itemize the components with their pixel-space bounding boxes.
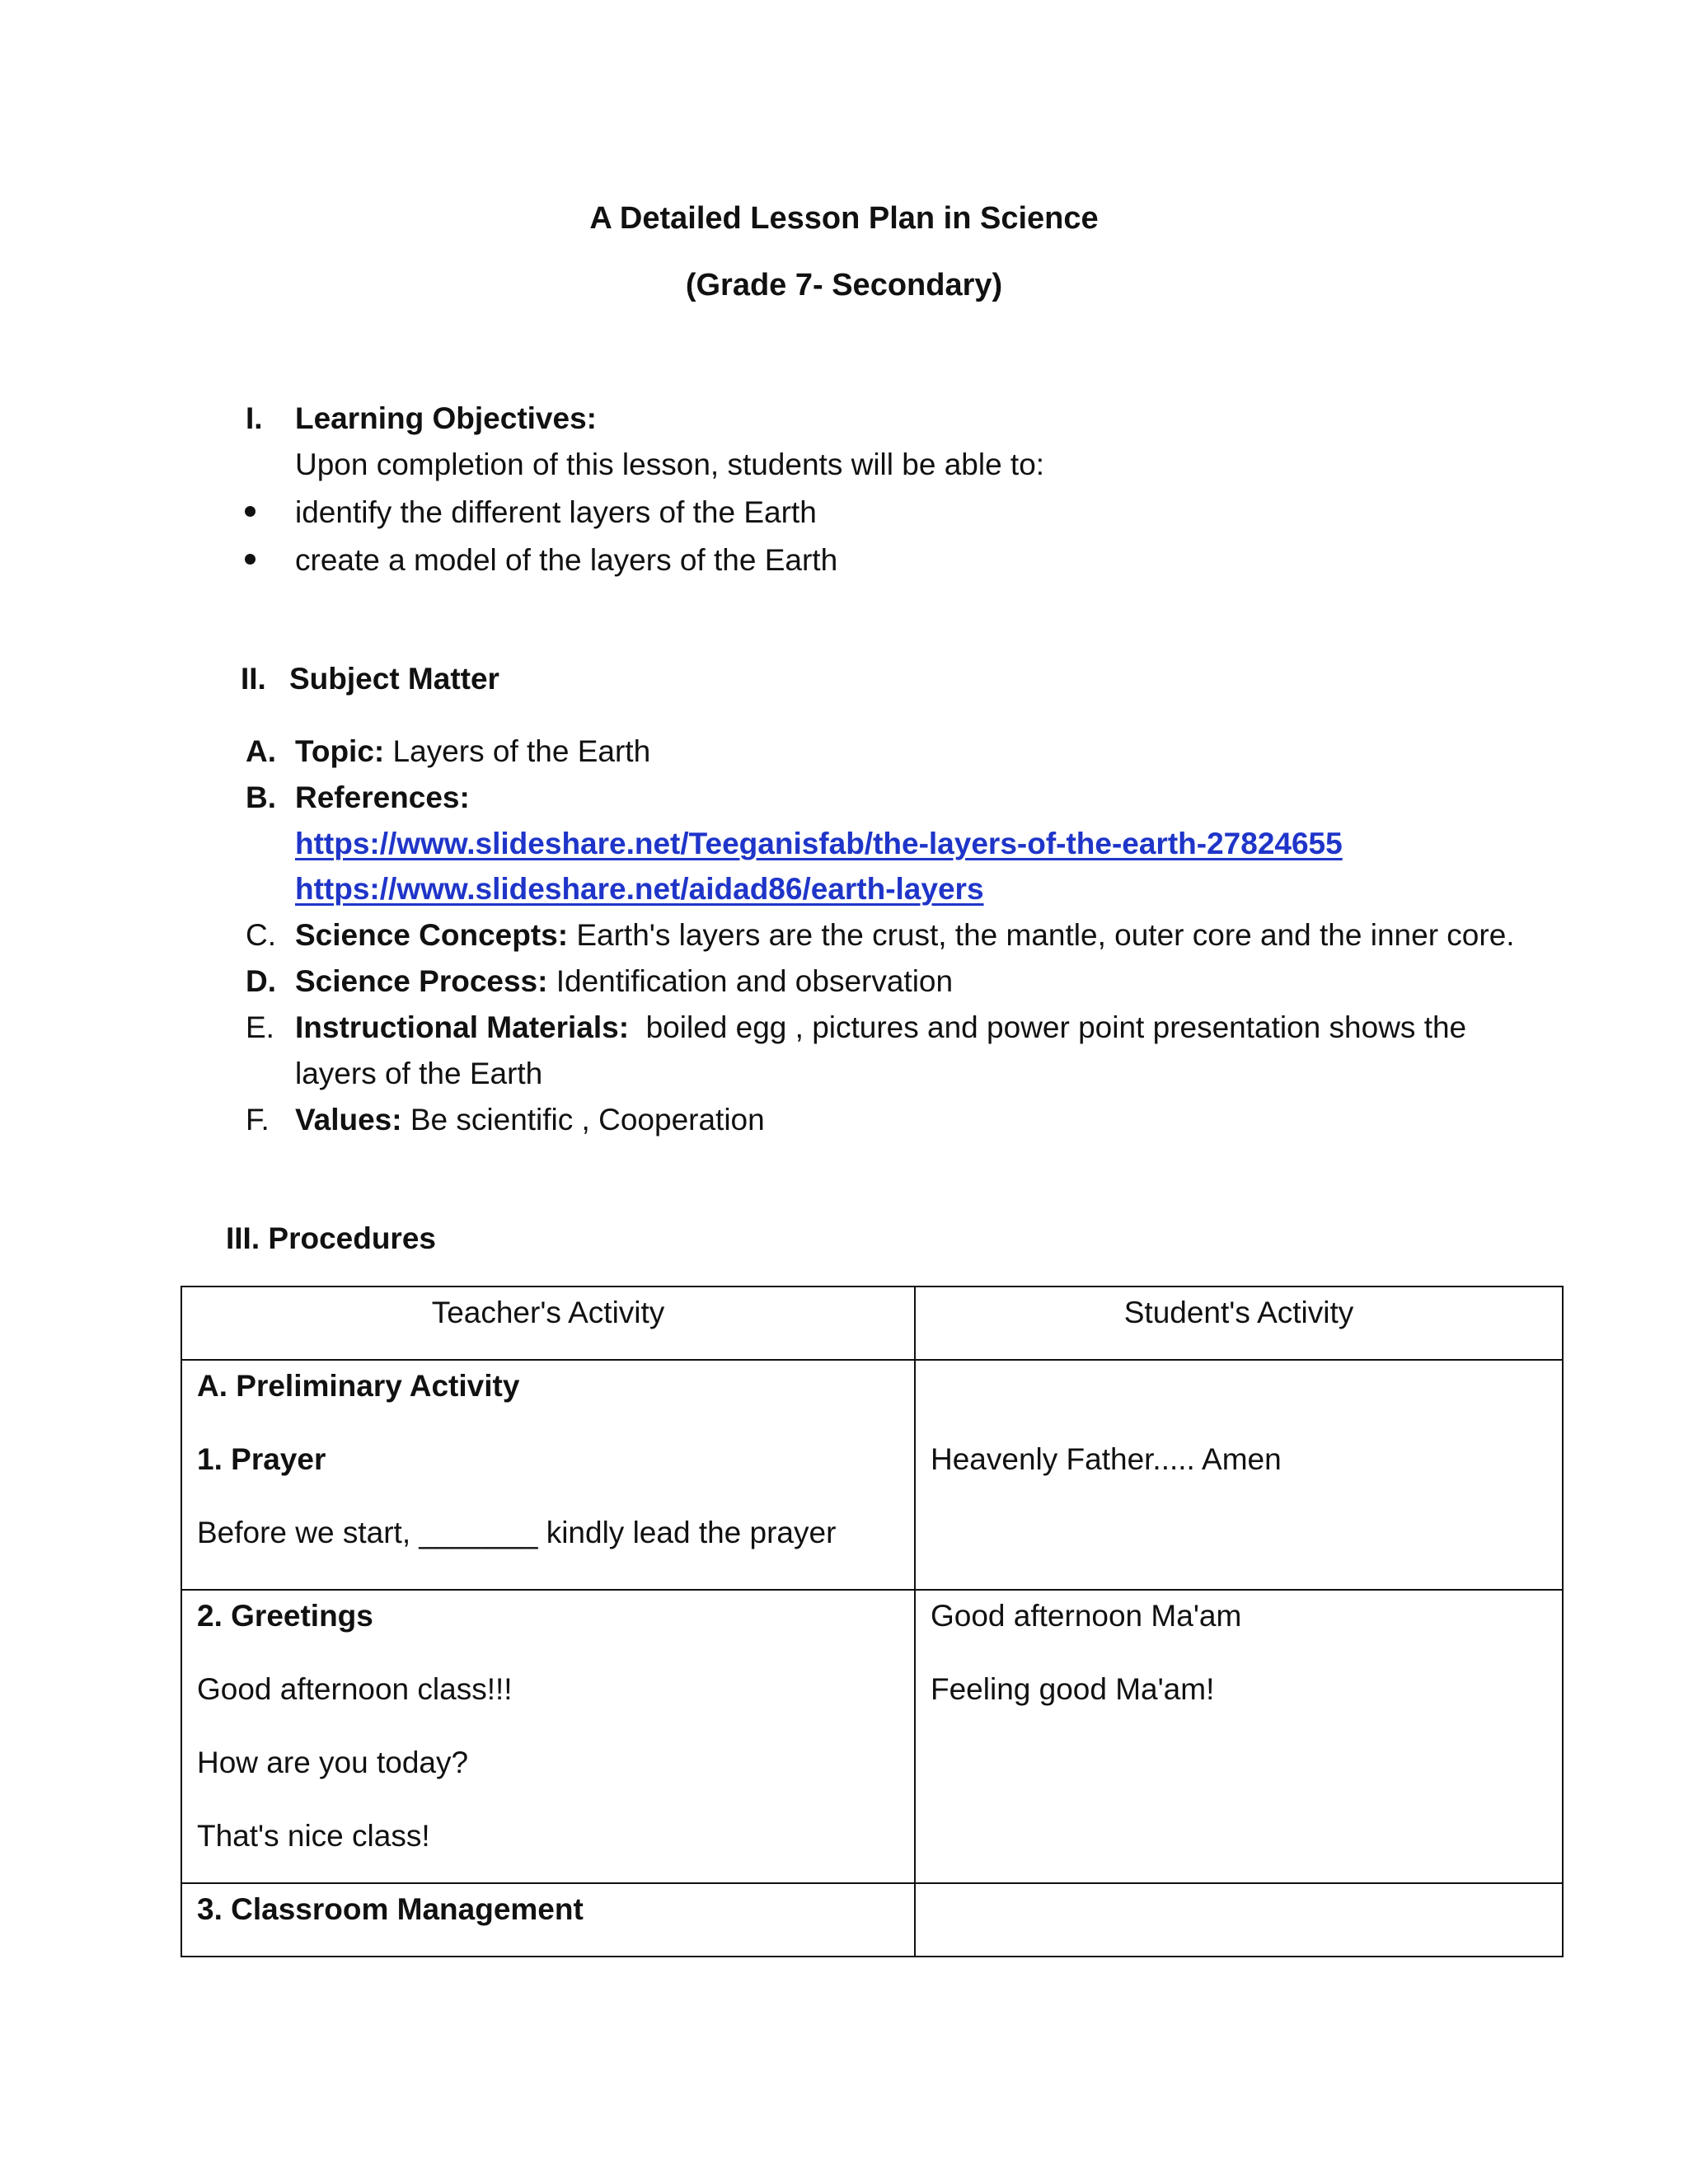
student-cell bbox=[915, 1590, 1563, 1883]
prelim-heading: A. Preliminary Activity bbox=[197, 1369, 520, 1403]
concepts-marker: C. bbox=[246, 918, 276, 952]
prayer-heading: 1. Prayer bbox=[197, 1442, 326, 1476]
topic-label: Topic: bbox=[295, 734, 385, 768]
teacher-cell bbox=[181, 1360, 915, 1590]
student-cell bbox=[915, 1360, 1563, 1590]
table-row bbox=[181, 1883, 1563, 1957]
teacher-cell bbox=[181, 1590, 915, 1883]
values-label: Values: bbox=[295, 1103, 402, 1137]
topic-marker: A. bbox=[246, 734, 276, 768]
document-title: A Detailed Lesson Plan in Science bbox=[589, 201, 1099, 236]
concepts-label: Science Concepts: bbox=[295, 918, 569, 952]
topic-value: Layers of the Earth bbox=[392, 734, 651, 768]
materials-line bbox=[295, 1012, 1466, 1043]
greetings-heading: 2. Greetings bbox=[197, 1599, 373, 1633]
subject-matter-heading: Subject Matter bbox=[289, 662, 499, 696]
process-marker: D. bbox=[246, 964, 276, 998]
references-label: References: bbox=[295, 780, 470, 814]
objectives-intro: Upon completion of this lesson, students will be able to: bbox=[295, 448, 1045, 481]
reference-link[interactable]: https://www.slideshare.net/aidad86/earth-layers bbox=[295, 872, 984, 906]
materials-value-cont: layers of the Earth bbox=[295, 1057, 543, 1090]
process-line bbox=[295, 966, 953, 996]
prayer-student-text: Heavenly Father..... Amen bbox=[931, 1442, 1282, 1476]
greetings-student-line: Feeling good Ma'am! bbox=[931, 1672, 1215, 1706]
document-subtitle: (Grade 7- Secondary) bbox=[685, 268, 1003, 302]
table-row bbox=[181, 1360, 1563, 1590]
materials-label: Instructional Materials: bbox=[295, 1010, 630, 1044]
bullet-icon bbox=[245, 554, 256, 565]
table-row bbox=[181, 1590, 1563, 1883]
values-line bbox=[295, 1104, 765, 1135]
procedures-heading: III. Procedures bbox=[226, 1221, 436, 1255]
process-label: Science Process: bbox=[295, 964, 548, 998]
bullet-icon bbox=[245, 506, 256, 517]
objective-item: identify the different layers of the Earth bbox=[295, 495, 817, 529]
subject-matter-numeral: II. bbox=[241, 662, 266, 696]
objective-item: create a model of the layers of the Earth bbox=[295, 543, 838, 577]
process-value: Identification and observation bbox=[556, 964, 954, 998]
objectives-heading: Learning Objectives: bbox=[295, 401, 597, 435]
greetings-teacher-line: Good afternoon class!!! bbox=[197, 1672, 513, 1706]
col-student-header: Student's Activity bbox=[915, 1286, 1563, 1360]
prayer-teacher-text: Before we start, _______ kindly lead the prayer bbox=[197, 1516, 837, 1549]
student-cell bbox=[915, 1883, 1563, 1957]
greetings-teacher-line: How are you today? bbox=[197, 1746, 469, 1779]
objectives-numeral: I. bbox=[246, 401, 263, 435]
concepts-value: Earth's layers are the crust, the mantle, outer core and the inner core. bbox=[576, 918, 1515, 952]
table-header-row bbox=[181, 1286, 1563, 1360]
materials-value: boiled egg , pictures and power point presentation shows the bbox=[645, 1010, 1467, 1044]
values-value: Be scientific , Cooperation bbox=[410, 1103, 765, 1137]
greetings-student-line: Good afternoon Ma'am bbox=[931, 1599, 1242, 1633]
management-heading: 3. Classroom Management bbox=[181, 1883, 915, 1957]
values-marker: F. bbox=[246, 1103, 270, 1137]
procedures-table bbox=[181, 1286, 1564, 1957]
references-marker: B. bbox=[246, 780, 276, 814]
materials-marker: E. bbox=[246, 1010, 274, 1044]
topic-line bbox=[295, 736, 650, 766]
concepts-line bbox=[295, 920, 1515, 950]
greetings-teacher-line: That's nice class! bbox=[197, 1819, 430, 1853]
reference-link[interactable]: https://www.slideshare.net/Teeganisfab/the-layers-of-the-earth-27824655 bbox=[295, 827, 1343, 860]
col-teacher-header: Teacher's Activity bbox=[181, 1286, 915, 1360]
